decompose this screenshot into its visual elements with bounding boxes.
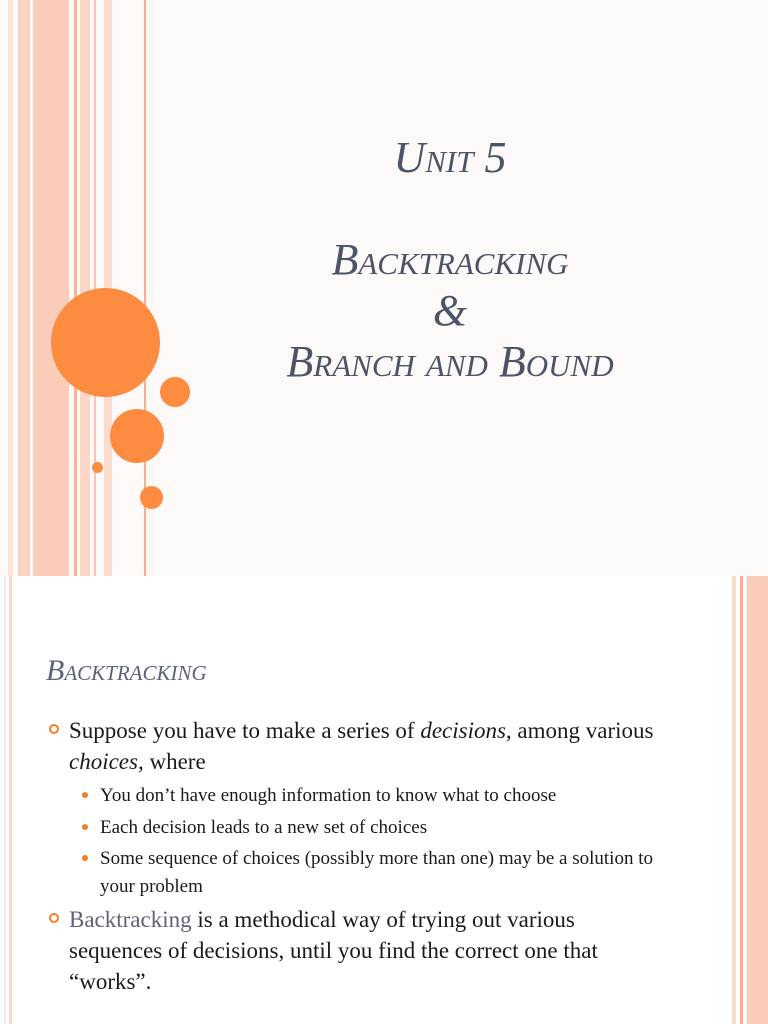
sub-bullet-item: Each decision leads to a new set of choices <box>100 814 659 842</box>
decor-stripe <box>9 576 12 1024</box>
dot-bullet-icon <box>82 824 88 830</box>
sub-bullet-item: Some sequence of choices (possibly more than one) may be a solution to your problem <box>100 845 659 900</box>
decor-stripe <box>80 0 90 576</box>
decor-circle-large <box>51 288 160 397</box>
dot-bullet-icon <box>82 792 88 798</box>
bullet-list <box>69 715 659 997</box>
decor-stripe <box>4 576 6 1024</box>
title-line-branch-and-bound: Branch and Bound <box>286 337 614 386</box>
slide-title <box>150 132 750 387</box>
ring-bullet-icon <box>49 913 59 923</box>
decor-stripe <box>747 576 768 1024</box>
decor-circle-medium <box>110 409 164 463</box>
title-line-backtracking: Backtracking <box>331 235 569 284</box>
decor-stripe <box>33 0 69 576</box>
title-line-unit: Unit 5 <box>393 133 507 182</box>
bullet-item: Backtracking is a methodical way of trying out various sequences of decisions, until you find the correct one that “works”. <box>69 904 659 997</box>
sub-bullet-item: You don’t have enough information to know what to choose <box>100 782 659 810</box>
bullet-item: Suppose you have to make a series of decisions, among various choices, where <box>69 715 659 777</box>
dot-bullet-icon <box>82 855 88 861</box>
decor-stripe <box>8 0 13 576</box>
ring-bullet-icon <box>49 724 59 734</box>
slide-heading: Backtracking <box>46 654 207 687</box>
decor-stripe <box>732 576 736 1024</box>
decor-stripe <box>18 0 30 576</box>
content-slide <box>0 576 768 1024</box>
decor-circle <box>140 486 163 509</box>
decor-stripe <box>74 0 77 576</box>
decor-stripe <box>740 576 743 1024</box>
decor-circle-small <box>92 462 103 473</box>
title-line-ampersand: & <box>432 286 468 335</box>
